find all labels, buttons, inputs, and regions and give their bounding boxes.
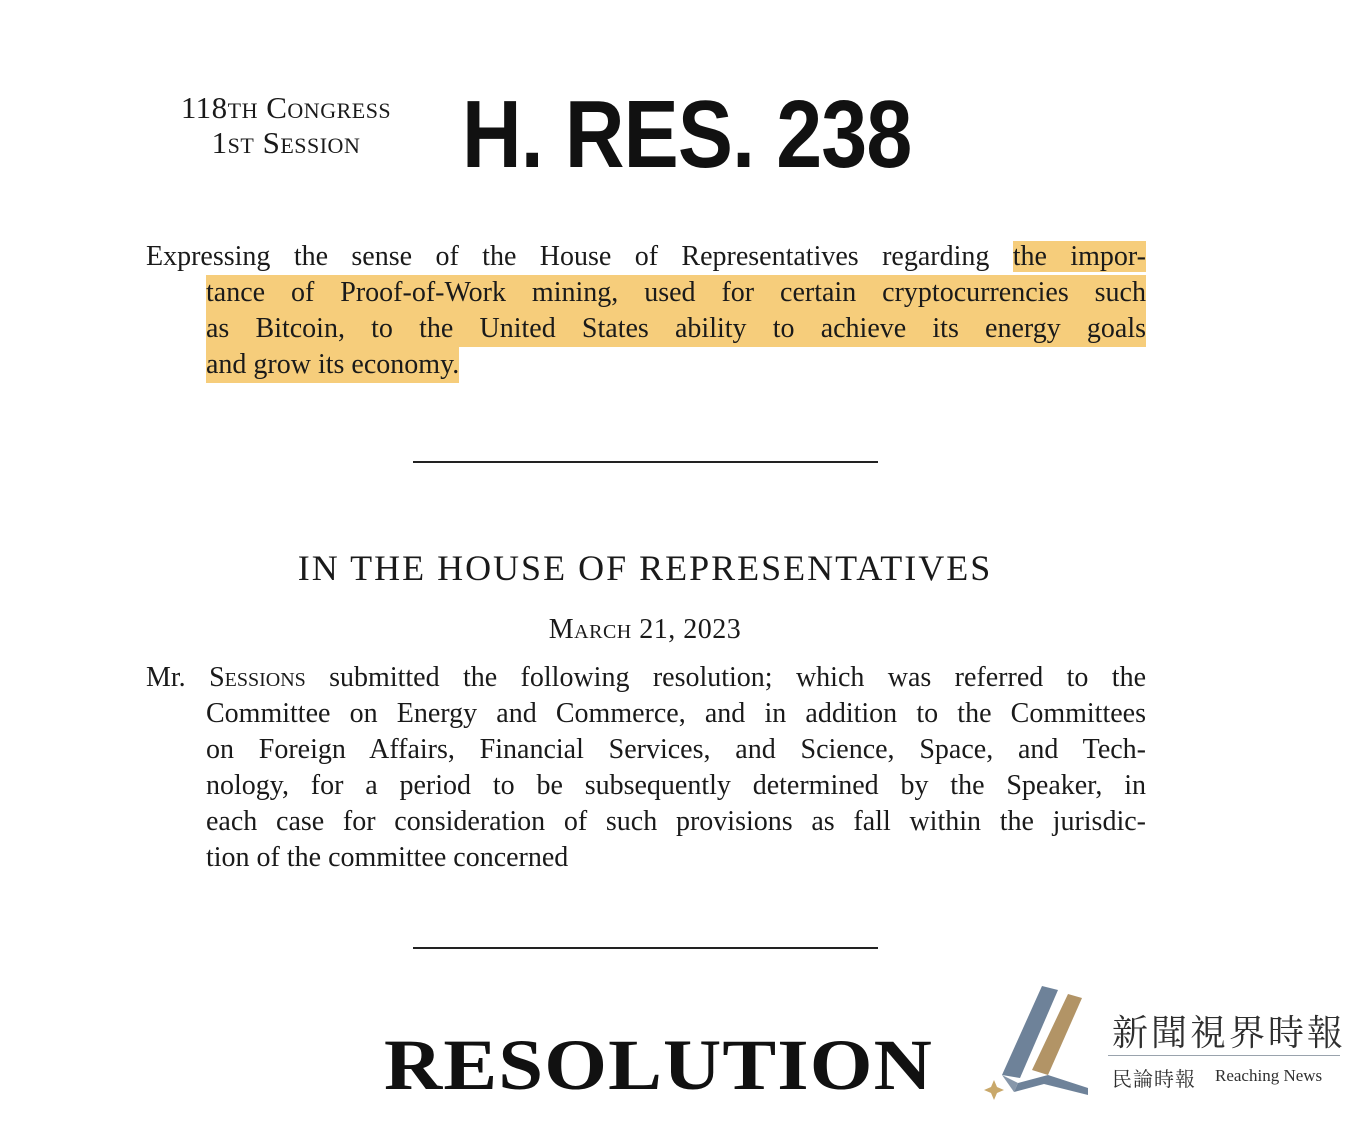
logo-subname-english: Reaching News bbox=[1215, 1066, 1323, 1085]
book-logo-icon bbox=[980, 980, 1110, 1105]
logo-subname-chinese: 民論時報 bbox=[1112, 1067, 1196, 1091]
title-line-1-highlight: the impor- bbox=[1012, 241, 1146, 272]
title-line-1 bbox=[146, 239, 1146, 275]
congress-label: 118th Congress bbox=[180, 90, 392, 125]
chamber-heading: IN THE HOUSE OF REPRESENTATIVES bbox=[297, 548, 993, 588]
action-line-2: Committee on Energy and Commerce, and in addition to the Committees bbox=[206, 698, 1146, 729]
document-type-heading: RESOLUTION bbox=[384, 1025, 933, 1105]
action-line-3: on Foreign Affairs, Financial Services, and Science, Space, and Tech- bbox=[206, 734, 1146, 765]
title-line-3: as Bitcoin, to the United States ability to achieve its energy goals bbox=[206, 311, 1146, 347]
divider-bottom bbox=[413, 947, 878, 949]
action-line-1 bbox=[146, 660, 1146, 696]
logo-divider bbox=[1108, 1055, 1340, 1056]
date-line: March 21, 2023 bbox=[548, 614, 742, 645]
action-line-6: tion of the committee concerned bbox=[206, 842, 569, 873]
congress-session-block bbox=[146, 90, 426, 160]
session-label: 1st Session bbox=[211, 125, 361, 160]
action-prefix: Mr. bbox=[146, 662, 210, 693]
action-line-4: nology, for a period to be subsequently determined by the Speaker, in bbox=[206, 770, 1146, 801]
title-line-1-plain: Expressing the sense of the House of Representatives regarding bbox=[146, 241, 1013, 272]
bill-number: H. RES. 238 bbox=[462, 81, 912, 188]
title-line-2: tance of Proof-of-Work mining, used for certain cryptocurrencies such bbox=[206, 275, 1146, 311]
action-line-1-text: submitted the following resolution; which was referred to the bbox=[305, 662, 1146, 693]
logo-name-chinese: 新聞視界時報 bbox=[1112, 1013, 1347, 1054]
divider-top bbox=[413, 461, 878, 463]
action-line-5: each case for consideration of such provisions as fall within the jurisdic- bbox=[206, 806, 1146, 837]
title-line-4: and grow its economy. bbox=[206, 347, 459, 383]
sponsor-name: Sessions bbox=[209, 662, 306, 693]
